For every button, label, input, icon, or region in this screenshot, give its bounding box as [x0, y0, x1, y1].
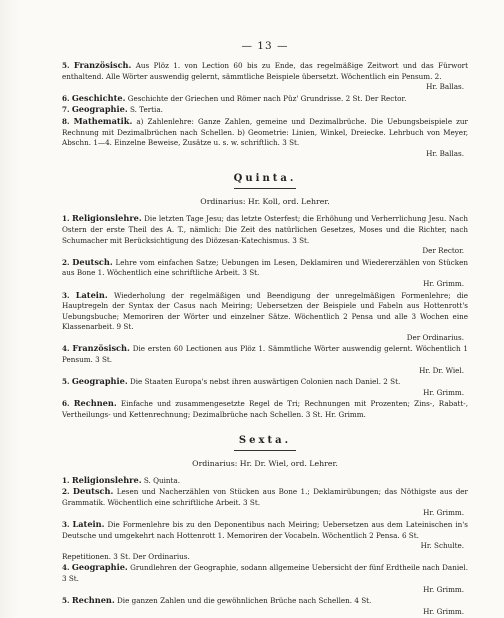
entry-franzoesisch-tertia: [62, 60, 468, 93]
entry-heading: Deutsch.: [72, 486, 114, 497]
entry-franzoesisch-quinta: [62, 343, 468, 376]
section-title-quinta: Quinta.: [233, 173, 297, 185]
entry-number: 8.: [62, 116, 70, 126]
entry-teacher: Hr. Grimm.: [423, 606, 464, 616]
entry-text: Die Staaten Europa's nebst ihren auswärtigen Colonien nach Daniel. 2 St.: [129, 377, 401, 387]
entry-text: Die letzten Tage Jesu; das letzte Osterfest; die Erhöhung und Verherrlichung Jesu. Nach Ostern der erste Theil des A. T., nämlich: Die Zeit des natürlichen Gesetzes, Moses und die Richter, nach Schumacher mit Berücksichtigung des Diözesan-Katechismus. 3 St.: [62, 214, 468, 245]
entry-heading: Religionslehre.: [71, 474, 142, 485]
entry-text: Lesen und Nacherzählen von Stücken aus Bone 1.; Deklamirübungen; das Nöthigste aus der Grammatik. Wöchentlich eine schriftliche Arbeit. 3 St.: [62, 487, 468, 507]
entry-number: 6.: [62, 93, 70, 103]
top-section: [62, 60, 468, 159]
entry-heading: Religionslehre.: [71, 213, 142, 224]
ordinarius-quinta: Ordinarius: Hr. Koll, ord. Lehrer.: [200, 197, 330, 207]
section-divider: [234, 450, 296, 451]
entry-number: 1.: [62, 475, 70, 485]
entry-geographie-sexta: [62, 562, 468, 595]
entry-heading: Geographie.: [71, 562, 128, 573]
entry-text: Grundlehren der Geographie, sodann allgemeine Uebersicht der fünf Erdtheile nach Daniel. 3 St.: [62, 563, 468, 583]
entry-geographie-quinta: [62, 376, 468, 398]
entry-deutsch-quinta: [62, 257, 468, 290]
entry-teacher: Der Rector.: [364, 93, 407, 103]
entry-text: Repetitionen. 3 St.: [62, 551, 131, 561]
quinta-section: [62, 173, 468, 420]
entry-text: Die ersten 60 Lectionen aus Plöz 1. Sämmtliche Wörter auswendig gelernt. Wöchentlich 1 Pensum. 3 St.: [62, 344, 468, 365]
entry-text: S. Quinta.: [143, 475, 181, 485]
entry-text: Geschichte der Griechen und Römer nach Püz' Grundrisse. 2 St.: [127, 93, 363, 103]
entry-geographie-tertia: [62, 104, 468, 116]
sexta-section: [62, 435, 468, 618]
entry-heading: Rechnen.: [73, 398, 117, 409]
entry-text: Lehre vom einfachen Satze; Uebungen im Lesen, Deklamiren und Wiedererzählen von Stücken aus Bone 1. Wöchentlich eine schriftliche Arbeit. 3 St.: [62, 257, 468, 278]
entry-teacher: Hr. Grimm.: [423, 508, 464, 518]
entry-number: 1.: [62, 214, 70, 224]
section-title-sexta: Sexta.: [238, 434, 292, 446]
entry-number: 2.: [62, 257, 70, 267]
entry-heading: Geographie.: [71, 376, 128, 387]
entry-text: Einfache und zusammengesetzte Regel de Tri; Rechnungen mit Prozenten; Zins-, Rabatt-, Vertheilungs- und Kettenrechnung; Dezimalbrüche nach Schellen. 3 St.: [62, 399, 468, 420]
ordinarius-sexta: Ordinarius: Hr. Dr. Wiel, ord. Lehrer.: [192, 458, 338, 468]
entry-latein-quinta: [62, 290, 468, 344]
entry-teacher: Hr. Grimm.: [423, 278, 464, 288]
entry-teacher: Hr. Ballas.: [426, 82, 464, 92]
entry-rechnen-quinta: [62, 398, 468, 420]
entry-mathematik-tertia: [62, 116, 468, 159]
entry-deutsch-sexta: [62, 486, 468, 519]
entry-text: Die Formenlehre bis zu den Deponentibus nach Meiring; Uebersetzen aus dem Lateinischen in's Deutsche und umgekehrt nach Hottenrott 1. Memoriren der Vocabeln. Wöchentlich 2 Pensa. 6 St.: [62, 520, 468, 540]
entry-number: 4.: [62, 344, 70, 354]
entry-heading: Mathematik.: [73, 115, 133, 126]
entry-repetitionen-sexta: [62, 552, 468, 563]
entry-number: 3.: [62, 290, 70, 300]
entry-rechnen-sexta: [62, 595, 468, 617]
entry-teacher: Hr. Grimm.: [423, 584, 464, 594]
entry-text: S. Tertia.: [129, 105, 163, 115]
entry-number: 4.: [62, 563, 70, 573]
entry-number: 5.: [62, 377, 70, 387]
entry-teacher: Der Ordinarius.: [132, 551, 190, 561]
entry-number: 7.: [62, 105, 70, 115]
entry-text: a) Zahlenlehre: Ganze Zahlen, gemeine und Dezimalbrüche. Die Uebungsbeispiele zur Rechnung mit Dezimalbrüchen nach Schellen. b) Geometrie: Linien, Winkel, Dreiecke. Lehrbuch von Meyer, Abschn. 1—4. Einzelne Beweise, Zusätze u. s. w. schriftlich. 3 St.: [62, 116, 468, 148]
entry-text: Die ganzen Zahlen und die gewöhnlichen Brüche nach Schellen. 4 St.: [117, 596, 372, 606]
entry-number: 5.: [62, 596, 70, 606]
entry-heading: Rechnen.: [71, 595, 115, 606]
entry-religionslehre-sexta: [62, 475, 468, 487]
entry-number: 3.: [62, 520, 70, 529]
entry-religionslehre-quinta: [62, 213, 468, 256]
entry-number: 6.: [62, 399, 70, 409]
entry-teacher: Hr. Grimm.: [423, 387, 464, 397]
entry-number: 5.: [62, 61, 70, 70]
entry-teacher: Der Ordinarius.: [406, 332, 464, 342]
entry-heading: Französisch.: [72, 343, 130, 354]
entry-heading: Deutsch.: [72, 256, 113, 267]
entry-text: Aus Plöz 1. von Lection 60 bis zu Ende, das regelmäßige Zeitwort und das Fürwort enthaltend. Alle Wörter auswendig gelernt, sämmtliche Beispiele übersetzt. Wöchentlich ein Pensum. 2.: [62, 61, 468, 81]
entry-teacher: Hr. Ballas.: [426, 148, 464, 158]
entry-text: Wiederholung der regelmäßigen und Beendigung der unregelmäßigen Formenlehre; die Hauptregeln der Syntax der Casus nach Meiring; Uebersetzen der Beispiele und Fabeln aus Hottenrott's Uebungsbuche; Memoriren der Wörter und einzelner Sätze. Wöchentlich 2 Pensa und alle 3 Wochen eine Klassenarbeit. 9 St.: [62, 290, 468, 332]
entry-teacher: Hr. Dr. Wiel.: [419, 365, 464, 375]
entry-heading: Latein.: [72, 519, 105, 529]
section-divider: [234, 188, 296, 189]
entry-heading: Geographie.: [71, 104, 128, 115]
entry-teacher: Hr. Schulte.: [420, 541, 464, 551]
entry-geschichte-tertia: [62, 93, 468, 105]
entry-heading: Französisch.: [73, 60, 132, 70]
entry-number: 2.: [62, 487, 70, 497]
page-number: — 13 —: [241, 40, 289, 52]
entry-heading: Latein.: [75, 289, 108, 300]
entry-latein-sexta: [62, 519, 468, 552]
entry-teacher: Hr. Grimm.: [324, 410, 366, 420]
entry-heading: Geschichte.: [71, 92, 126, 103]
entry-teacher: Der Rector.: [422, 246, 464, 256]
